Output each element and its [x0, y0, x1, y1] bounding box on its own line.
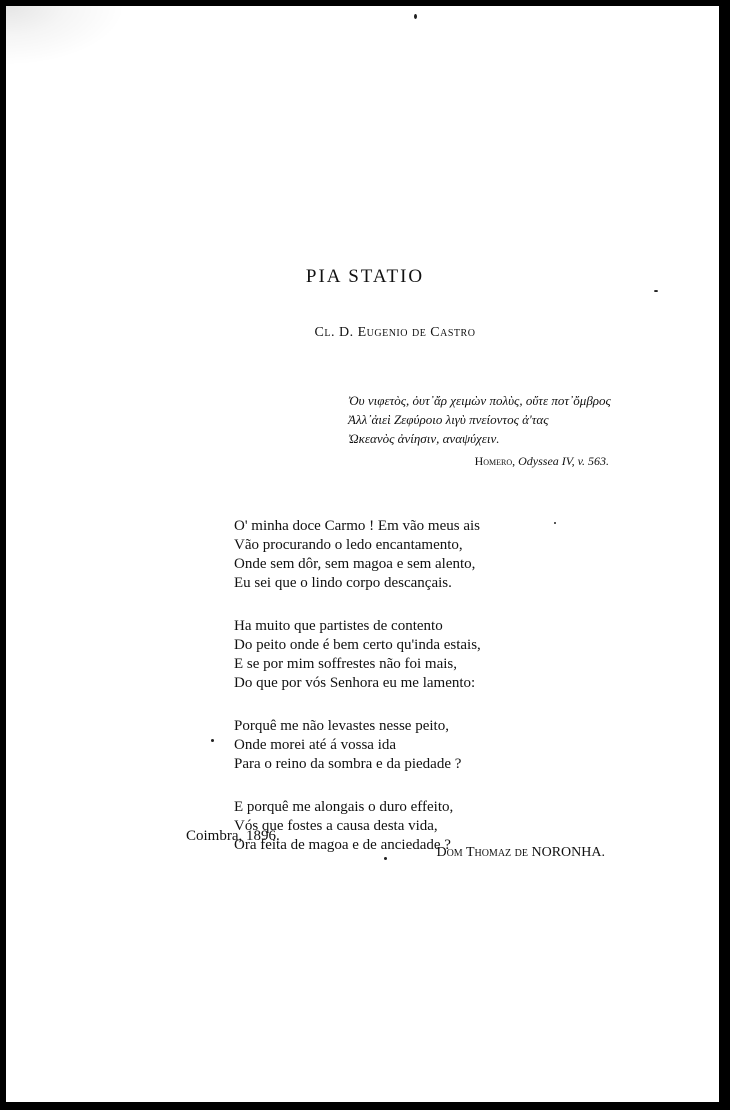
verse-line: Do que por vós Senhora eu me lamento: — [234, 675, 476, 691]
verse-line: O' minha doce Carmo ! Em vão meus ais — [234, 518, 480, 534]
ink-speck — [654, 290, 658, 292]
stanza — [234, 517, 481, 593]
epigraph — [348, 391, 611, 448]
ink-speck — [211, 739, 214, 742]
verse-line: Do peito onde é bem certo qu'inda estais, — [234, 637, 481, 653]
verse-line: Porquê me não levastes nesse peito, — [234, 718, 449, 734]
epigraph-line: Ἀλλ᾽ἀιεὶ Ζεφύροιο λιγὺ πνείοντος ἀ'τας — [348, 412, 549, 427]
poem-title: PIA STATIO — [305, 266, 425, 287]
verse-line: Ha muito que partistes de contento — [234, 618, 443, 634]
verse-line: Onde morei até á vossa ida — [234, 737, 397, 753]
epigraph-line: Ὀυ νιφετὸς, ὀυτ᾽ἄρ χειμὼν πολὺς, οὔτε ποτ᾽ὄμβρος — [348, 393, 611, 408]
verse-line: E se por mim soffrestes não foi mais, — [234, 656, 458, 672]
verse-line: Vós que fostes a causa desta vida, — [234, 818, 438, 834]
verse-line: Ora feita de magoa e de anciedade ? — [234, 837, 451, 853]
verse-line: Para o reino da sombra e da piedade ? — [234, 756, 462, 772]
place-date: Coimbra, 1896. — [186, 828, 280, 844]
attribution-author: Homero, — [474, 454, 516, 468]
poem-body — [234, 517, 481, 879]
verse-line: Onde sem dôr, sem magoa e sem alento, — [234, 556, 476, 572]
paper-smudge — [6, 6, 126, 66]
verse-line: E porquê me alongais o duro effeito, — [234, 799, 454, 815]
ink-speck — [384, 857, 387, 860]
ink-speck — [554, 522, 556, 524]
epigraph-line: Ὠκεανὸς ἀνίησιν, αναψύχειν. — [348, 431, 500, 446]
epigraph-attribution — [475, 454, 609, 469]
verse-line: Vão procurando o ledo encantamento, — [234, 537, 463, 553]
ink-speck — [414, 14, 417, 19]
attribution-work: Odyssea IV, v. 563. — [518, 454, 609, 468]
stanza — [234, 717, 481, 774]
dedication: Cl. D. Eugenio de Castro — [314, 325, 476, 340]
signature: Dom Thomaz de NORONHA. — [436, 845, 605, 860]
stanza — [234, 617, 481, 693]
verse-line: Eu sei que o lindo corpo descançais. — [234, 575, 452, 591]
